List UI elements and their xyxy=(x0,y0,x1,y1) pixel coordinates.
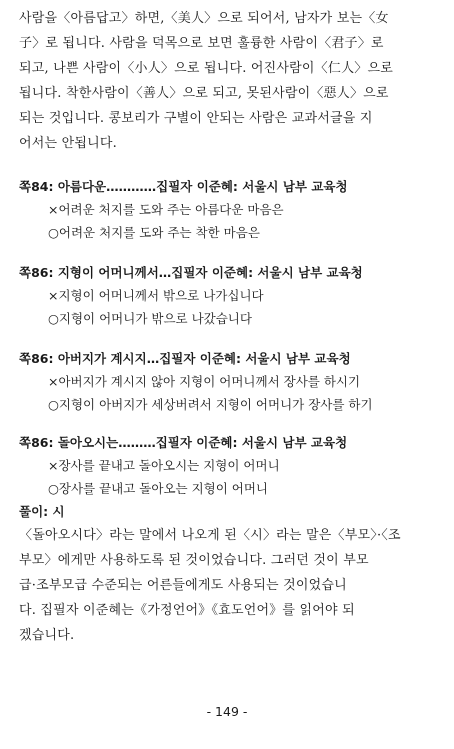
entry-correct-line: ○지형이 어머니가 밖으로 나갔습니다 xyxy=(48,311,252,326)
entry-heading: 쪽86: 지형이 어머니께서…집필자 이준혜: 서울시 남부 교육청 xyxy=(19,265,363,280)
entry-heading: 쪽84: 아름다운…………집필자 이준혜: 서울시 남부 교육청 xyxy=(19,179,348,194)
intro-paragraph xyxy=(19,6,439,156)
entry-wrong-line: ×지형이 어머니께서 밖으로 나가십니다 xyxy=(48,288,264,303)
note-label: 풀이: 시 xyxy=(19,504,65,519)
note-paragraph xyxy=(19,523,439,648)
intro-line: 子〉로 됩니다. 사람을 덕목으로 보면 훌륭한 사람이〈君子〉로 xyxy=(19,36,384,51)
intro-line: 되는 것입니다. 콩보리가 구별이 안되는 사람은 교과서글을 지 xyxy=(19,111,373,126)
entry-wrong-line: ×장사를 끝내고 돌아오시는 지형이 어머니 xyxy=(48,458,280,473)
entry-correct-line: ○어려운 처지를 도와 주는 착한 마음은 xyxy=(48,225,260,240)
entry-heading: 쪽86: 돌아오시는………집필자 이준혜: 서울시 남부 교육청 xyxy=(19,435,348,450)
entry-correct-line: ○장사를 끝내고 돌아오는 지형이 어머니 xyxy=(48,481,269,496)
intro-line: 사람을〈아름답고〉하면,〈美人〉으로 되어서, 남자가 보는〈女 xyxy=(19,11,389,26)
intro-line: 됩니다. 착한사람이〈善人〉으로 되고, 못된사람이〈惡人〉으로 xyxy=(19,86,389,101)
note-line: 부모〉에게만 사용하도록 된 것이었습니다. 그러던 것이 부모 xyxy=(19,553,369,568)
note-line: 겠습니다. xyxy=(19,628,75,643)
note-line: 다. 집필자 이준혜는《가정언어》《효도언어》를 읽어야 되 xyxy=(19,603,355,618)
intro-line: 되고, 나쁜 사람이〈小人〉으로 됩니다. 어진사람이〈仁人〉으로 xyxy=(19,61,393,76)
intro-line: 어서는 안됩니다. xyxy=(19,136,117,151)
page-number: - 149 - xyxy=(206,704,248,719)
entry-wrong-line: ×어려운 처지를 도와 주는 아름다운 마음은 xyxy=(48,202,284,217)
entry-correct-line: ○지형이 아버지가 세상버려서 지형이 어머니가 장사를 하기 xyxy=(48,397,373,412)
entry-wrong-line: ×아버지가 계시지 않아 지형이 어머니께서 장사를 하시기 xyxy=(48,374,361,389)
entry-heading: 쪽86: 아버지가 계시지…집필자 이준혜: 서울시 남부 교육청 xyxy=(19,351,351,366)
note-line: 〈돌아오시다〉라는 말에서 나오게 된〈시〉라는 말은〈부모〉·〈조 xyxy=(19,528,401,543)
note-line: 급·조부모급 수준되는 어른들에게도 사용되는 것이었습니 xyxy=(19,578,347,593)
